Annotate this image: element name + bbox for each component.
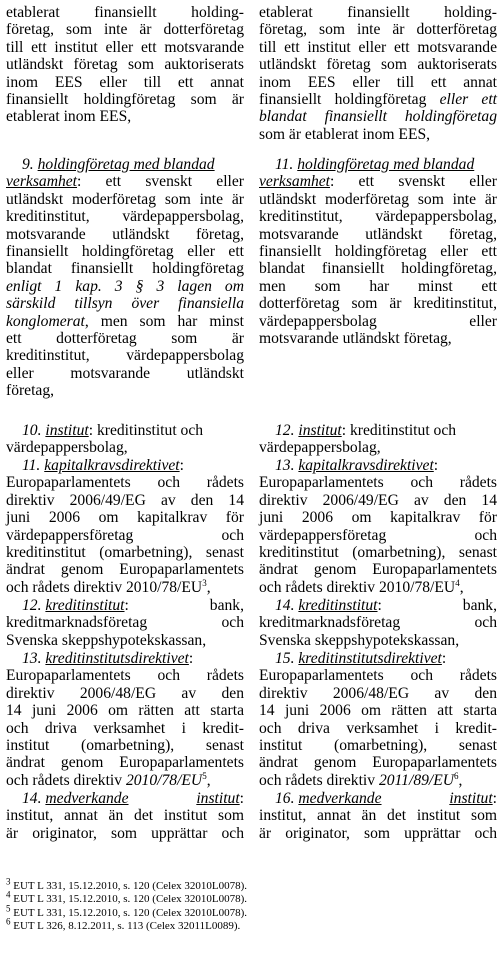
- right-definition-14: [259, 597, 497, 649]
- text-line: till ett institut eller ett motsvarande: [259, 38, 497, 56]
- text-line: Svenska skeppshypotekskassan,: [259, 631, 460, 649]
- defined-term: kreditinstitut: [298, 597, 378, 614]
- right-definition-11: [259, 156, 497, 347]
- text-line: ändrat genom Europaparlamentets: [6, 561, 244, 579]
- footnote-number: 4: [6, 889, 11, 900]
- definition-heading: 13. kapitalkravsdirektivet:: [275, 457, 439, 474]
- definition-heading: 10. institut: kreditinstitut och: [22, 422, 204, 439]
- text-line: utländskt moderföretag som inte är: [6, 190, 244, 208]
- definition-number: 12.: [22, 597, 46, 614]
- text-line: Europaparlamentets och rådets: [259, 474, 497, 492]
- text-line: som är etablerat inom EES,: [259, 125, 431, 143]
- text-line: företag, som inte är dotterföretag: [259, 21, 497, 39]
- text-line: inom EES eller till ett annat: [259, 73, 497, 91]
- text-line: verksamhet: ett svenskt eller: [6, 173, 244, 191]
- text-line: och rådets direktiv $2010/78/EU^5$,: [6, 770, 211, 789]
- text-line: företag, som inte är dotterföretag: [6, 21, 244, 39]
- left-definition-10: [6, 422, 244, 457]
- text-line: utländskt företag som auktoriserats: [259, 56, 497, 74]
- left-definition-14: [6, 790, 244, 842]
- text-line: och driva verksamhet i kredit-: [259, 719, 497, 737]
- text-line: eller motsvarande utländskt: [6, 364, 244, 382]
- text-line: värdepappersföretag och: [259, 526, 497, 544]
- definition-number: 15.: [275, 650, 299, 667]
- defined-term: institut: [45, 422, 89, 439]
- text-line: motsvarande utländskt företag,: [6, 225, 244, 243]
- left-definition-13: [6, 650, 244, 789]
- text-line: utländskt moderföretag som inte är: [259, 190, 497, 208]
- footnote-number: 5: [6, 903, 11, 914]
- definition-number: 11.: [22, 457, 45, 474]
- text-line: företag,: [6, 382, 55, 400]
- text-line: etablerat inom EES,: [6, 108, 132, 126]
- definition-number: 14.: [22, 790, 46, 807]
- text-line: kreditmarknadsföretag och: [259, 614, 497, 632]
- right-definition-15: [259, 650, 497, 789]
- defined-term: kreditinstitut: [45, 597, 125, 614]
- text-line: direktiv 2006/48/EG av den: [259, 684, 497, 702]
- text-line: juni 2006 om kapitalkrav för: [259, 509, 497, 527]
- text-line: 14 juni 2006 om rätten att starta: [259, 702, 497, 720]
- defined-term: verksamhet: [259, 173, 331, 191]
- text-line: etablerat finansiellt holding-: [259, 4, 497, 21]
- text-line: utländskt företag som auktoriserats: [6, 56, 244, 74]
- text-line: juni 2006 om kapitalkrav för: [6, 509, 244, 527]
- text-line: värdepappersbolag,: [259, 439, 381, 457]
- definition-number: 11.: [275, 156, 298, 173]
- defined-term: kreditinstitutsdirektivet: [298, 650, 442, 667]
- text-line: direktiv 2006/49/EG av den 14: [6, 491, 244, 509]
- text-line: och driva verksamhet i kredit-: [6, 719, 244, 737]
- definition-heading: 11. kapitalkravsdirektivet:: [22, 457, 184, 474]
- text-line: ett dotterföretag som är: [6, 329, 244, 347]
- definition-heading: 12. institut: kreditinstitut och: [275, 422, 457, 439]
- defined-term: holdingföretag med blandad: [297, 156, 475, 173]
- definition-number: 13.: [22, 650, 46, 667]
- defined-term: institut: [298, 422, 342, 439]
- defined-term: institut: [196, 790, 240, 807]
- footnote-number: 6: [6, 916, 11, 927]
- left-definition-11: [6, 457, 244, 596]
- text-line: värdepappersbolag,: [6, 439, 128, 457]
- definition-heading: 14. medverkande institut:: [22, 790, 244, 807]
- text-line: kreditinstitut, värdepappersbolag,: [6, 208, 244, 226]
- text-line: och rådets direktiv $2010/78/EU^4$,: [259, 577, 464, 596]
- text-line: och rådets direktiv $2011/89/EU^6$,: [259, 770, 463, 789]
- text-line: till ett institut eller ett motsvarande: [6, 38, 244, 56]
- defined-term: holdingföretag med blandad: [37, 156, 215, 173]
- footnote-ref: 6: [454, 770, 459, 781]
- text-line: Europaparlamentets och rådets: [259, 667, 497, 685]
- defined-term: kapitalkravsdirektivet: [298, 457, 434, 474]
- definition-heading: 12. kreditinstitut: bank,: [22, 597, 244, 614]
- footnote: $^6$ EUT L 326, 8.12.2011, s. 113 (Celex 32011L0089).: [6, 916, 241, 933]
- text-line: blandat finansiellt holdingföretag: [259, 108, 497, 126]
- text-line: finansiellt holdingföretag eller ett: [6, 242, 244, 260]
- definition-heading: [259, 156, 497, 173]
- footnote-ref: 5: [202, 770, 207, 781]
- defined-term: medverkande: [45, 790, 129, 807]
- footnote-number: 3: [6, 876, 11, 887]
- text-line: konglomerat, men som har minst: [6, 312, 244, 330]
- text-line: blandat finansiellt holdingföretag: [6, 260, 244, 278]
- text-line: finansiellt holdingföretag eller ett: [259, 242, 497, 260]
- text-line: dotterföretag som är kreditinstitut,: [259, 295, 497, 313]
- text-line: värdepappersbolag eller: [259, 312, 497, 330]
- text-line: institut, annat än det institut som: [6, 807, 244, 825]
- definition-number: 12.: [275, 422, 299, 439]
- text-line: kreditinstitut, värdepappersbolag,: [259, 208, 497, 226]
- text-line: är originator, som upprättar och: [6, 824, 244, 842]
- text-line: ändrat genom Europaparlamentets: [259, 754, 497, 772]
- text-line: direktiv 2006/49/EG av den 14: [259, 491, 497, 509]
- text-line: direktiv 2006/48/EG av den: [6, 684, 244, 702]
- text-line: Europaparlamentets och rådets: [6, 667, 244, 685]
- text-line: motsvarande utländskt företag,: [259, 225, 497, 243]
- definition-heading: 16. medverkande institut:: [275, 790, 497, 807]
- footnote: $^5$ EUT L 331, 15.12.2010, s. 120 (Celex 32010L0078).: [6, 903, 247, 919]
- text-line: kreditinstitut (omarbetning), senast: [259, 543, 497, 561]
- left-definition-12: [6, 597, 244, 649]
- text-line: verksamhet: ett svenskt eller: [259, 173, 497, 191]
- right-paragraph-1: [259, 4, 497, 143]
- text-line: motsvarande utländskt företag,: [259, 329, 452, 347]
- definition-heading: [6, 156, 244, 173]
- text-line: ändrat genom Europaparlamentets: [6, 754, 244, 772]
- text-line: Svenska skeppshypotekskassan,: [6, 631, 207, 649]
- definition-number: 14.: [275, 597, 299, 614]
- defined-term: medverkande: [298, 790, 382, 807]
- text-line: inom EES eller till ett annat: [6, 73, 244, 91]
- definition-heading: 15. kreditinstitutsdirektivet:: [275, 650, 447, 667]
- defined-term: institut: [449, 790, 493, 807]
- footnote: $^4$ EUT L 331, 15.12.2010, s. 120 (Celex 32010L0078).: [6, 889, 247, 906]
- text-line: kreditinstitut (omarbetning), senast: [6, 543, 244, 561]
- footnote-ref: 3: [202, 577, 207, 588]
- footnote-ref: 4: [455, 577, 460, 588]
- defined-term: verksamhet: [6, 173, 78, 191]
- text-line: blandat finansiellt holdingföretag,: [259, 260, 497, 278]
- text-line: värdepappersföretag och: [6, 526, 244, 544]
- text-line: 14 juni 2006 om rätten att starta: [6, 702, 244, 720]
- text-line: Europaparlamentets och rådets: [6, 474, 244, 492]
- left-paragraph-1: [6, 4, 244, 126]
- left-definition-9: [6, 156, 244, 399]
- footnotes: [6, 876, 496, 934]
- text-line: institut, annat än det institut som: [259, 807, 497, 825]
- defined-term: kreditinstitutsdirektivet: [45, 650, 189, 667]
- text-line: är originator, som upprättar och: [259, 824, 497, 842]
- text-line: ändrat genom Europaparlamentets: [259, 561, 497, 579]
- text-line: institut (omarbetning), senast: [259, 736, 497, 754]
- text-line: finansiellt holdingföretag eller ett: [259, 90, 497, 108]
- right-definition-16: [259, 790, 497, 842]
- definition-number: 16.: [275, 790, 299, 807]
- definition-number: 9.: [22, 156, 38, 173]
- text-line: och rådets direktiv $2010/78/EU^3$,: [6, 577, 211, 596]
- text-line: kreditinstitut, värdepappersbolag: [6, 347, 244, 365]
- definition-number: 13.: [275, 457, 299, 474]
- text-line: enligt 1 kap. 3 § 3 lagen om: [6, 277, 244, 295]
- footnote: $^3$ EUT L 331, 15.12.2010, s. 120 (Celex 32010L0078).: [6, 876, 247, 892]
- definition-heading: 14. kreditinstitut: bank,: [275, 597, 497, 614]
- defined-term: kapitalkravsdirektivet: [44, 457, 180, 474]
- definition-heading: 13. kreditinstitutsdirektivet:: [22, 650, 194, 667]
- text-line: institut (omarbetning), senast: [6, 736, 244, 754]
- definition-number: 10.: [22, 422, 46, 439]
- right-definition-13: [259, 457, 497, 596]
- text-line: finansiellt holdingföretag som är: [6, 90, 244, 108]
- text-line: men som har minst ett: [259, 277, 497, 295]
- text-line: särskild tillsyn över finansiella: [6, 295, 244, 313]
- text-line: kreditmarknadsföretag och: [6, 614, 244, 632]
- right-definition-12: [259, 422, 497, 457]
- text-line: etablerat finansiellt holding-: [6, 4, 244, 21]
